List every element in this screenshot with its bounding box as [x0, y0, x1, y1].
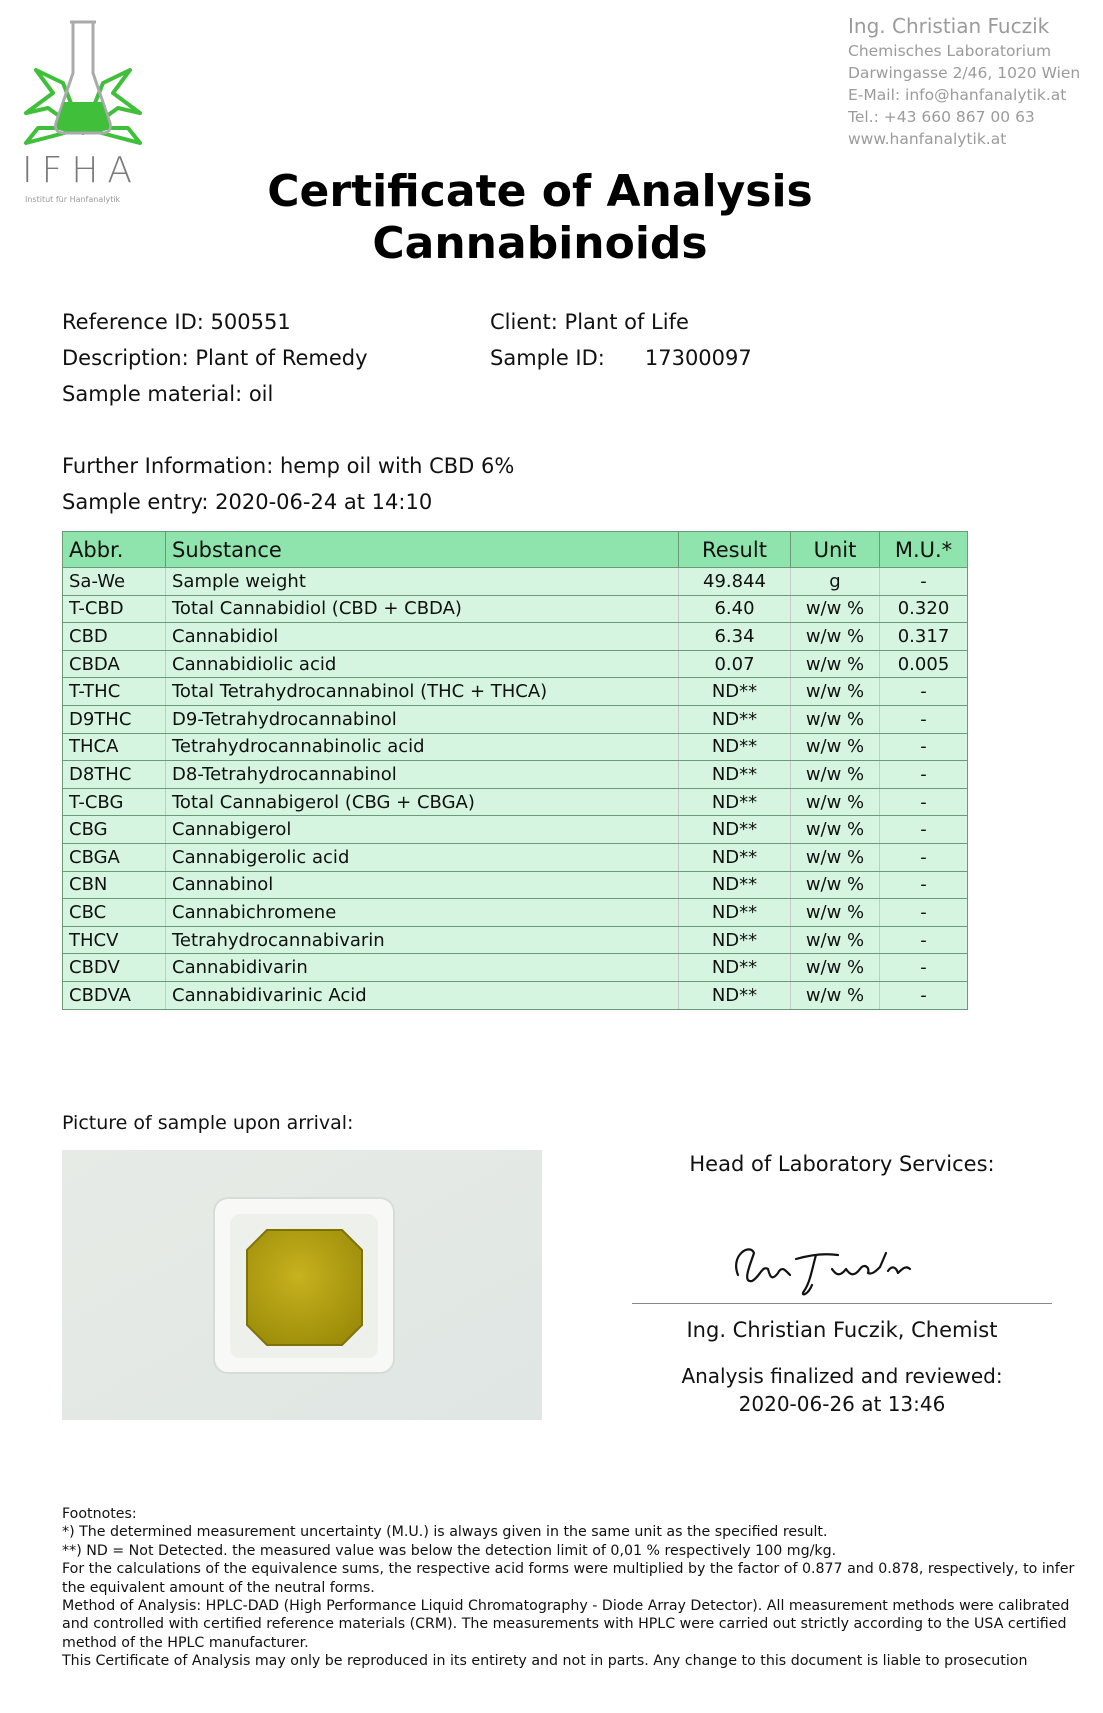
- cell-abbr: T-CBD: [63, 595, 166, 623]
- title-line-2: Cannabinoids: [372, 218, 708, 269]
- cell-result: 6.34: [679, 623, 791, 651]
- cell-mu: -: [880, 761, 968, 789]
- cell-abbr: CBN: [63, 871, 166, 899]
- cell-unit: w/w %: [791, 678, 880, 706]
- cell-result: ND**: [679, 981, 791, 1009]
- page-title: [220, 166, 860, 270]
- cell-substance: Cannabichromene: [166, 899, 679, 927]
- picture-label: Picture of sample upon arrival:: [62, 1112, 354, 1134]
- cell-mu: 0.317: [880, 623, 968, 651]
- cell-substance: Cannabidiol: [166, 623, 679, 651]
- cell-result: ND**: [679, 705, 791, 733]
- footnote-method: Method of Analysis: HPLC-DAD (High Performance Liquid Chromatography - Diode Array Detector). All measurement methods were calibrated and controlled with certified reference materials (CRM). The measurements with HPLC were carried out strictly according to the USA certified method of the HPLC manufacturer.: [62, 1598, 1070, 1651]
- lab-address: Darwingasse 2/46, 1020 Wien: [848, 64, 1081, 82]
- cell-unit: w/w %: [791, 871, 880, 899]
- cell-unit: w/w %: [791, 623, 880, 651]
- table-row: [63, 733, 968, 761]
- cell-unit: w/w %: [791, 733, 880, 761]
- sample-id-label: Sample ID:: [490, 346, 605, 370]
- cell-substance: Total Cannabigerol (CBG + CBGA): [166, 788, 679, 816]
- cell-result: ND**: [679, 843, 791, 871]
- footnotes: [62, 1505, 1082, 1671]
- table-row: [63, 623, 968, 651]
- cell-unit: w/w %: [791, 705, 880, 733]
- sample-material: Sample material: oil: [62, 382, 274, 406]
- cell-substance: Cannabinol: [166, 871, 679, 899]
- cell-result: ND**: [679, 926, 791, 954]
- lab-phone: Tel.: +43 660 867 00 63: [848, 108, 1035, 126]
- table-row: [63, 816, 968, 844]
- cell-abbr: CBDA: [63, 650, 166, 678]
- info-left: [62, 304, 368, 412]
- table-row: [63, 678, 968, 706]
- client: Client: Plant of Life: [490, 310, 689, 334]
- header-mu: M.U.*: [880, 532, 968, 568]
- sample-photo: [62, 1150, 542, 1420]
- cell-substance: Cannabidiolic acid: [166, 650, 679, 678]
- cell-abbr: THCV: [63, 926, 166, 954]
- finalized-date: 2020-06-26 at 13:46: [738, 1392, 946, 1416]
- footnote-reproduction: This Certificate of Analysis may only be reproduced in its entirety and not in parts. Any change to this document is liable to prosecution: [62, 1653, 1028, 1670]
- cell-result: 6.40: [679, 595, 791, 623]
- header-result: Result: [679, 532, 791, 568]
- cell-result: ND**: [679, 899, 791, 927]
- table-row: [63, 899, 968, 927]
- lab-website: www.hanfanalytik.at: [848, 130, 1007, 148]
- footnote-mu: *) The determined measurement uncertainty (M.U.) is always given in the same unit as the specified result.: [62, 1524, 828, 1541]
- cell-mu: -: [880, 954, 968, 982]
- cell-mu: -: [880, 926, 968, 954]
- cell-abbr: CBC: [63, 899, 166, 927]
- header-unit: Unit: [791, 532, 880, 568]
- cell-mu: -: [880, 568, 968, 596]
- cell-abbr: THCA: [63, 733, 166, 761]
- cell-mu: -: [880, 871, 968, 899]
- cell-unit: w/w %: [791, 650, 880, 678]
- lab-line: Chemisches Laboratorium: [848, 42, 1052, 60]
- signature-line: [632, 1303, 1052, 1304]
- cell-mu: 0.005: [880, 650, 968, 678]
- cell-unit: w/w %: [791, 954, 880, 982]
- table-row: [63, 595, 968, 623]
- table-body: [63, 568, 968, 1010]
- cell-mu: -: [880, 678, 968, 706]
- lab-email: E-Mail: info@hanfanalytik.at: [848, 86, 1067, 104]
- cell-mu: -: [880, 705, 968, 733]
- title-line-1: Certificate of Analysis: [267, 166, 813, 217]
- cell-abbr: CBGA: [63, 843, 166, 871]
- table-row: [63, 705, 968, 733]
- cell-unit: g: [791, 568, 880, 596]
- cell-unit: w/w %: [791, 595, 880, 623]
- sample-id-value: 17300097: [644, 346, 752, 370]
- cell-unit: w/w %: [791, 899, 880, 927]
- cell-result: ND**: [679, 954, 791, 982]
- cell-substance: Cannabigerol: [166, 816, 679, 844]
- cell-result: 49.844: [679, 568, 791, 596]
- logo-wordmark: IFHA: [22, 150, 142, 191]
- table-row: [63, 650, 968, 678]
- cell-mu: -: [880, 733, 968, 761]
- cell-unit: w/w %: [791, 843, 880, 871]
- finalized-block: [632, 1362, 1052, 1418]
- further-information: Further Information: hemp oil with CBD 6%: [62, 454, 515, 478]
- description: Description: Plant of Remedy: [62, 346, 368, 370]
- sample-entry: Sample entry: 2020-06-24 at 14:10: [62, 490, 433, 514]
- table-row: [63, 843, 968, 871]
- cell-substance: Cannabidivarin: [166, 954, 679, 982]
- cell-abbr: Sa-We: [63, 568, 166, 596]
- cell-mu: -: [880, 816, 968, 844]
- further-info: [62, 448, 514, 520]
- cell-result: ND**: [679, 761, 791, 789]
- cell-result: ND**: [679, 871, 791, 899]
- cell-result: ND**: [679, 788, 791, 816]
- cell-unit: w/w %: [791, 926, 880, 954]
- cell-unit: w/w %: [791, 788, 880, 816]
- cell-result: ND**: [679, 816, 791, 844]
- signature-image: [720, 1225, 940, 1305]
- cell-result: 0.07: [679, 650, 791, 678]
- info-right: [490, 304, 752, 376]
- cell-substance: Total Cannabidiol (CBD + CBDA): [166, 595, 679, 623]
- cell-abbr: D9THC: [63, 705, 166, 733]
- cell-abbr: T-CBG: [63, 788, 166, 816]
- logo-subtitle: Institut für Hanfanalytik: [25, 195, 121, 204]
- table-row: [63, 788, 968, 816]
- footnote-nd: **) ND = Not Detected. the measured value was below the detection limit of 0,01 % respectively 100 mg/kg.: [62, 1542, 837, 1559]
- cell-abbr: T-THC: [63, 678, 166, 706]
- table-row: [63, 981, 968, 1009]
- table-row: [63, 926, 968, 954]
- reference-id: Reference ID: 500551: [62, 310, 291, 334]
- table-header-row: [63, 532, 968, 568]
- results-table: [62, 531, 968, 1010]
- cell-substance: Sample weight: [166, 568, 679, 596]
- cell-substance: Cannabidivarinic Acid: [166, 981, 679, 1009]
- cell-substance: Total Tetrahydrocannabinol (THC + THCA): [166, 678, 679, 706]
- cell-unit: w/w %: [791, 761, 880, 789]
- cell-substance: Tetrahydrocannabinolic acid: [166, 733, 679, 761]
- cell-mu: -: [880, 843, 968, 871]
- cell-mu: 0.320: [880, 595, 968, 623]
- cell-abbr: CBD: [63, 623, 166, 651]
- header-substance: Substance: [166, 532, 679, 568]
- lab-name: Ing. Christian Fuczik: [848, 14, 1050, 38]
- cell-substance: Cannabigerolic acid: [166, 843, 679, 871]
- header-abbr: Abbr.: [63, 532, 166, 568]
- finalized-label: Analysis finalized and reviewed:: [681, 1364, 1003, 1388]
- cell-mu: -: [880, 788, 968, 816]
- signer-name: Ing. Christian Fuczik, Chemist: [686, 1318, 998, 1342]
- sample-id: [490, 340, 752, 376]
- cell-substance: D9-Tetrahydrocannabinol: [166, 705, 679, 733]
- cell-abbr: D8THC: [63, 761, 166, 789]
- cell-abbr: CBG: [63, 816, 166, 844]
- cell-abbr: CBDV: [63, 954, 166, 982]
- cell-result: ND**: [679, 678, 791, 706]
- footnotes-heading: Footnotes:: [62, 1506, 137, 1522]
- cell-mu: -: [880, 981, 968, 1009]
- cell-abbr: CBDVA: [63, 981, 166, 1009]
- cell-result: ND**: [679, 733, 791, 761]
- cell-unit: w/w %: [791, 816, 880, 844]
- table-row: [63, 761, 968, 789]
- table-row: [63, 871, 968, 899]
- table-row: [63, 568, 968, 596]
- cell-substance: D8-Tetrahydrocannabinol: [166, 761, 679, 789]
- cell-substance: Tetrahydrocannabivarin: [166, 926, 679, 954]
- cell-mu: -: [880, 899, 968, 927]
- cell-unit: w/w %: [791, 981, 880, 1009]
- lab-contact: [848, 12, 1080, 150]
- table-row: [63, 954, 968, 982]
- head-of-lab-label: Head of Laboratory Services:: [689, 1152, 995, 1176]
- footnote-equivalence: For the calculations of the equivalence sums, the respective acid forms were multiplied by the factor of 0.877 and 0.878, respectively, to infer the equivalent amount of the neutral forms.: [62, 1561, 1075, 1596]
